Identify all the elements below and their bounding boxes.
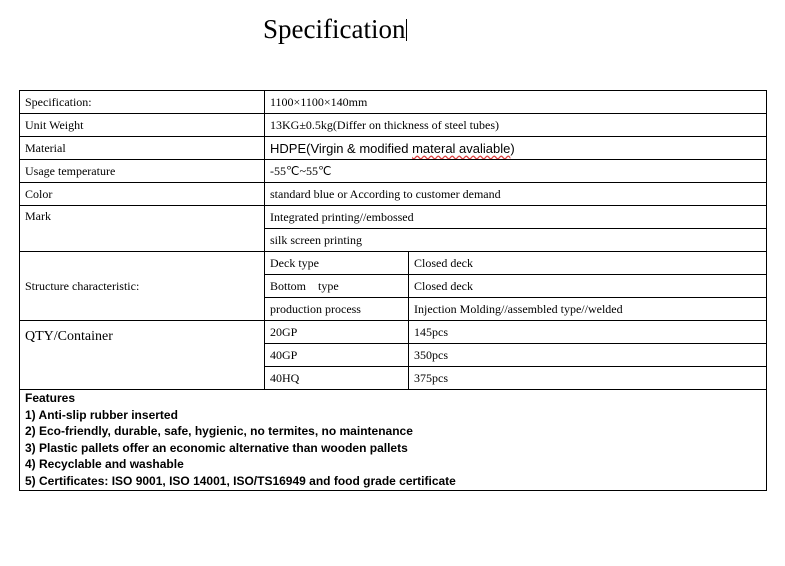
- color-value: standard blue or According to customer demand: [265, 183, 767, 206]
- features-heading: Features: [25, 391, 76, 405]
- mark-value-2: silk screen printing: [265, 229, 767, 252]
- page-title-text: Specification: [263, 14, 406, 44]
- qty-key: 20GP: [265, 321, 409, 344]
- structure-key: production process: [265, 298, 409, 321]
- material-value-suffix: ): [510, 140, 515, 156]
- table-row-color: [20, 183, 767, 206]
- feature-item: 1) Anti-slip rubber inserted: [25, 407, 178, 422]
- usage-label: Usage temperature: [20, 160, 265, 183]
- structure-label: Structure characteristic:: [20, 252, 265, 321]
- table-row-material: [20, 137, 767, 160]
- spec-label: Specification:: [20, 91, 265, 114]
- table-row-unit-weight: [20, 114, 767, 137]
- table-row-qty: [20, 321, 767, 344]
- qty-key: 40HQ: [265, 367, 409, 390]
- table-row-specification: [20, 91, 767, 114]
- feature-item: 5) Certificates: ISO 9001, ISO 14001, ISO/TS16949 and food grade certificate: [25, 473, 456, 488]
- spec-value: 1100×1100×140mm: [265, 91, 767, 114]
- feature-item: 4) Recyclable and washable: [25, 457, 184, 472]
- material-value-misspelled: materal avaliable: [412, 140, 511, 156]
- material-value: [265, 137, 767, 160]
- page-title: [263, 12, 407, 46]
- weight-label: Unit Weight: [20, 114, 265, 137]
- table-row-structure: [20, 252, 767, 275]
- qty-value: 145pcs: [409, 321, 767, 344]
- mark-label: Mark: [20, 206, 265, 252]
- features-cell: [20, 390, 767, 491]
- specification-table: [19, 90, 767, 491]
- usage-value: -55℃~55℃: [265, 160, 767, 183]
- structure-value: Closed deck: [409, 275, 767, 298]
- weight-value: 13KG±0.5kg(Differ on thickness of steel tubes): [265, 114, 767, 137]
- table-row-mark: [20, 206, 767, 229]
- qty-label: QTY/Container: [20, 321, 265, 390]
- qty-value: 375pcs: [409, 367, 767, 390]
- structure-key: Deck type: [265, 252, 409, 275]
- qty-key: 40GP: [265, 344, 409, 367]
- table-row-features: [20, 390, 767, 491]
- feature-item: 2) Eco-friendly, durable, safe, hygienic, no termites, no maintenance: [25, 424, 413, 439]
- structure-key: Bottom type: [265, 275, 409, 298]
- structure-value: Closed deck: [409, 252, 767, 275]
- feature-item: 3) Plastic pallets offer an economic alternative than wooden pallets: [25, 440, 408, 455]
- material-label: Material: [20, 137, 265, 160]
- mark-value-1: Integrated printing//embossed: [265, 206, 767, 229]
- structure-value: Injection Molding//assembled type//welded: [409, 298, 767, 321]
- text-cursor: [406, 19, 407, 41]
- table-row-usage-temperature: [20, 160, 767, 183]
- qty-value: 350pcs: [409, 344, 767, 367]
- color-label: Color: [20, 183, 265, 206]
- material-value-prefix: HDPE(Virgin & modified: [270, 140, 413, 156]
